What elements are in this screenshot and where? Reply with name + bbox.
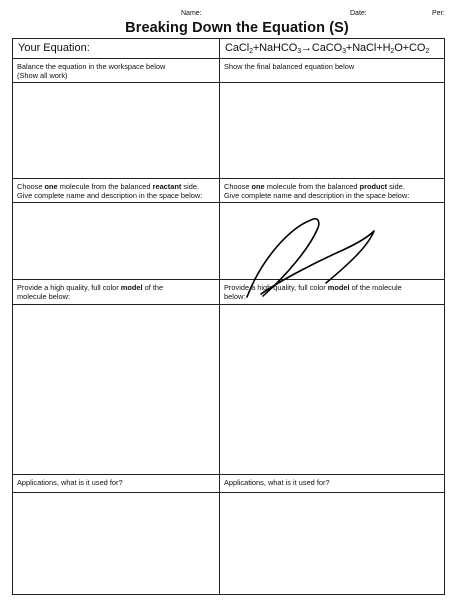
date-label: Date: [350,10,367,17]
worksheet-table [12,38,445,595]
product-applications-workspace[interactable] [220,493,446,594]
product-description-workspace[interactable] [220,203,446,279]
your-equation-label: Your Equation: [13,39,220,58]
final-equation-workspace[interactable] [220,83,446,178]
choose-molecule-prompt-row [13,179,444,203]
chemical-equation: $CaCl_2+NaHCO_3\to CaCO_3+NaCl+H_2O+CO_2$ [225,42,430,55]
reactant-applications-prompt: Applications, what is it used for? [13,475,220,492]
balance-prompt-row [13,59,444,83]
applications-workspace-row [13,493,444,594]
product-model-workspace[interactable] [220,305,446,474]
period-label: Per: [432,10,445,17]
equation-row [13,39,444,59]
model-workspace-row [13,305,444,475]
applications-prompt-row [13,475,444,493]
reactant-applications-workspace[interactable] [13,493,220,594]
name-label: Name: [181,10,202,17]
reactant-model-prompt: Provide a high quality, full color model of the molecule below: [13,280,220,304]
final-equation-prompt: Show the final balanced equation below [224,62,355,71]
product-prompt: Choose one molecule from the balanced product side. Give complete name and description in the space below: [224,182,410,200]
model-prompt-row [13,280,444,305]
reactant-prompt: Choose one molecule from the balanced reactant side. Give complete name and description in the space below: [13,179,220,202]
reaction-arrow: → [301,42,312,54]
reactant-description-workspace[interactable] [13,203,220,279]
page-title: Breaking Down the Equation (S) [125,20,349,36]
balance-workspace-row [13,83,444,179]
reactant-model-workspace[interactable] [13,305,220,474]
balance-prompt: Balance the equation in the workspace below (Show all work) [13,59,220,82]
balance-workspace[interactable] [13,83,220,178]
product-applications-prompt: Applications, what is it used for? [224,478,330,487]
choose-molecule-workspace-row [13,203,444,280]
product-model-prompt: Provide a high quality, full color model of the molecule below: [224,283,402,301]
